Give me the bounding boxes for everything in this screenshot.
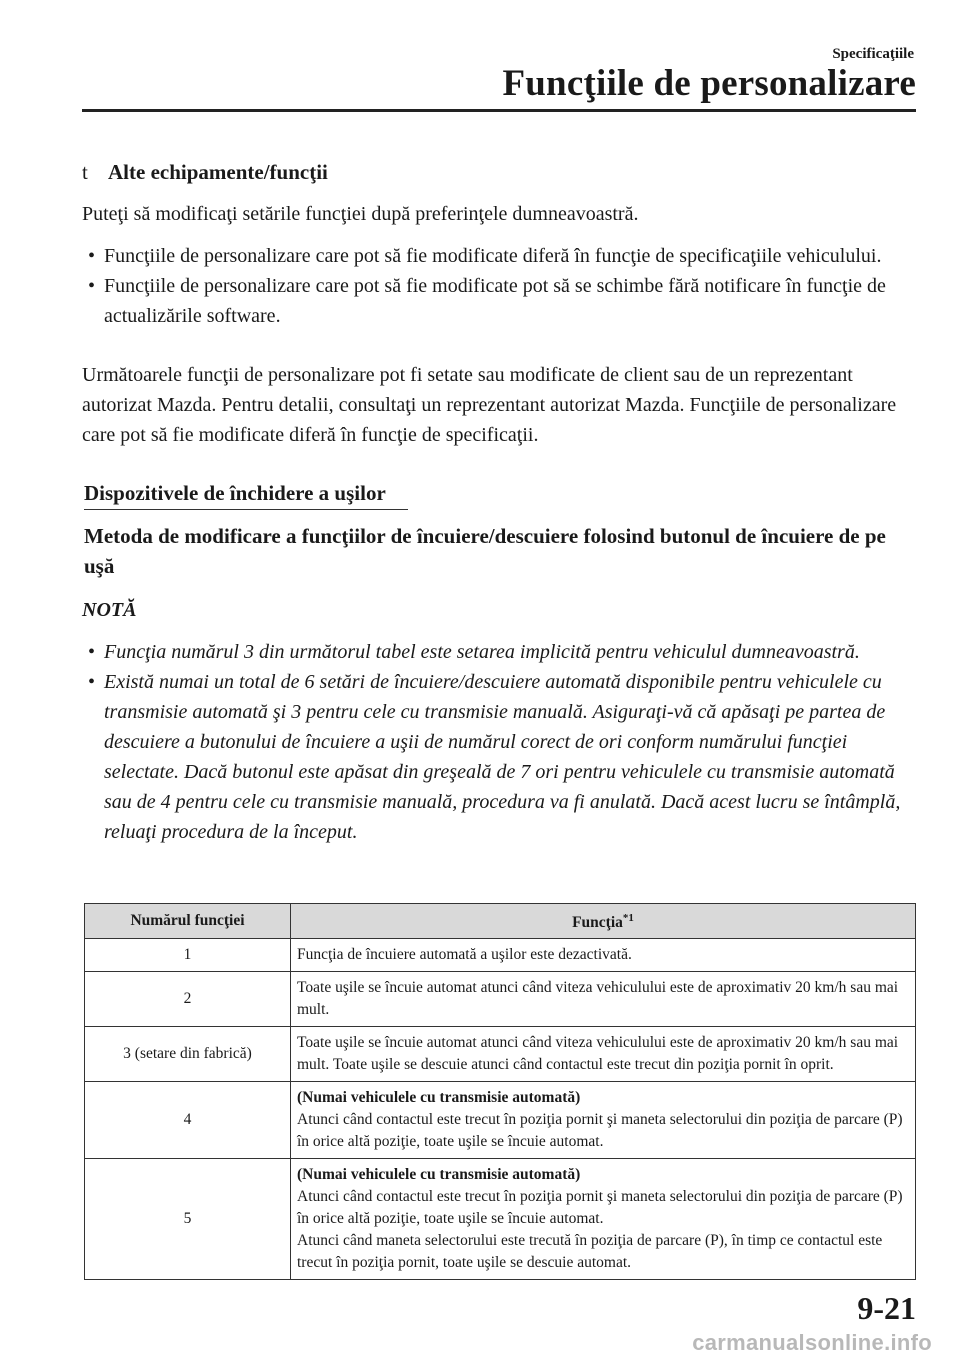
page-number: 9-21 <box>857 1290 916 1326</box>
function-description <box>291 972 916 1027</box>
column-header-number: Numărul funcţiei <box>85 904 291 939</box>
column-header-function-text: Funcţia <box>572 914 623 932</box>
page-title: Funcţiile de personalizare <box>502 63 916 104</box>
list-item <box>82 667 920 847</box>
list-item <box>82 271 912 331</box>
bullet-dot: • <box>88 671 96 693</box>
function-description <box>291 1082 916 1159</box>
header-divider <box>82 109 916 112</box>
method-heading: Metoda de modificare a funcţiilor de încuiere/descuiere folosind butonul de încuiere de pe uşă <box>84 524 886 578</box>
function-description <box>291 1159 916 1280</box>
description-line: Funcţia de încuiere automată a uşilor este dezactivată. <box>297 946 632 963</box>
section-title <box>82 160 328 185</box>
table-row <box>85 1082 916 1159</box>
description-line: Atunci când maneta selectorului este trecută în poziţia de parcare (P), în timp ce contactul este trecut în poziţia pornit, toate uşile se descuie automat. <box>297 1232 883 1271</box>
function-description <box>291 939 916 972</box>
bullet-text: Funcţiile de personalizare care pot să fie modificate diferă în funcţie de specificaţiile vehiculului. <box>104 245 882 267</box>
table-row <box>85 1027 916 1082</box>
bullet-dot: • <box>88 275 96 297</box>
bullet-list <box>82 241 912 331</box>
header-section-label: Specificaţiile <box>832 46 914 62</box>
bullet-dot: • <box>88 641 96 663</box>
note-list <box>82 637 920 847</box>
description-condition: (Numai vehiculele cu transmisie automată) <box>297 1089 581 1106</box>
table-row <box>85 939 916 972</box>
bullet-dot: • <box>88 245 96 267</box>
description-line: Toate uşile se încuie automat atunci când viteza vehiculului este de aproximativ 20 km/h sau mai mult. Toate uşile se descuie atunci când contactul este trecut din poziţia pornit în oprit. <box>297 1034 899 1073</box>
note-text: Funcţia numărul 3 din următorul tabel este setarea implicită pentru vehiculul dumneavoastră. <box>104 641 860 663</box>
description-line: Atunci când contactul este trecut în poziţia pornit şi maneta selectorului din poziţia de parcare (P) în orice altă poziţie, toate uşile se încuie automat. <box>297 1188 903 1227</box>
function-number: 5 <box>85 1159 291 1280</box>
list-item <box>82 637 920 667</box>
table-header-row <box>85 904 916 939</box>
description-line: Atunci când contactul este trecut în poziţia pornit şi maneta selectorului din poziţia de parcare (P) în orice altă poziţie, toate uşile se încuie automat. <box>297 1111 903 1150</box>
intro-paragraph: Puteţi să modificaţi setările funcţiei după preferinţele dumneavoastră. <box>82 203 639 225</box>
section-title-text: Alte echipamente/funcţii <box>108 160 328 184</box>
function-number: 2 <box>85 972 291 1027</box>
watermark: carmanualsonline.info <box>692 1330 932 1355</box>
table-row <box>85 1159 916 1280</box>
function-number: 4 <box>85 1082 291 1159</box>
list-item <box>82 241 912 271</box>
function-number: 1 <box>85 939 291 972</box>
function-description <box>291 1027 916 1082</box>
table-row <box>85 972 916 1027</box>
function-number: 3 (setare din fabrică) <box>85 1027 291 1082</box>
note-label: NOTĂ <box>82 599 137 621</box>
bullet-text: Funcţiile de personalizare care pot să fie modificate pot să se schimbe fără notificare în funcţie de actualizările software. <box>104 275 886 327</box>
footnote-marker: *1 <box>622 912 634 925</box>
function-table <box>84 903 916 1280</box>
description-condition: (Numai vehiculele cu transmisie automată) <box>297 1166 581 1183</box>
note-text: Există numai un total de 6 setări de încuiere/descuiere automată disponibile pentru vehiculele cu transmisie automată şi 3 pentru cele cu transmisie manuală. Asiguraţi-vă că apăsaţi pe partea de descuiere a butonului de încuiere a uşii de numărul corect de ori conform numărului funcţiei selectate. Dacă butonul este apăsat din greşeală de 7 ori pentru vehiculele cu transmisie automată sau de 4 pentru cele cu transmisie manuală, procedura va fi anulată. Dacă acest lucru se întâmplă, reluaţi procedura de la început. <box>104 671 901 843</box>
subsection-heading: Dispozitivele de închidere a uşilor <box>84 481 408 510</box>
description-line: Toate uşile se încuie automat atunci când viteza vehiculului este de aproximativ 20 km/h sau mai mult. <box>297 979 899 1018</box>
section-marker: t <box>82 160 88 184</box>
info-paragraph: Următoarele funcţii de personalizare pot fi setate sau modificate de client sau de un reprezentant autorizat Mazda. Pentru detalii, consultaţi un reprezentant autorizat Mazda. Funcţiile de personalizare care pot să fie modificate diferă în funcţie de specificaţii. <box>82 364 897 446</box>
column-header-function <box>291 904 916 939</box>
